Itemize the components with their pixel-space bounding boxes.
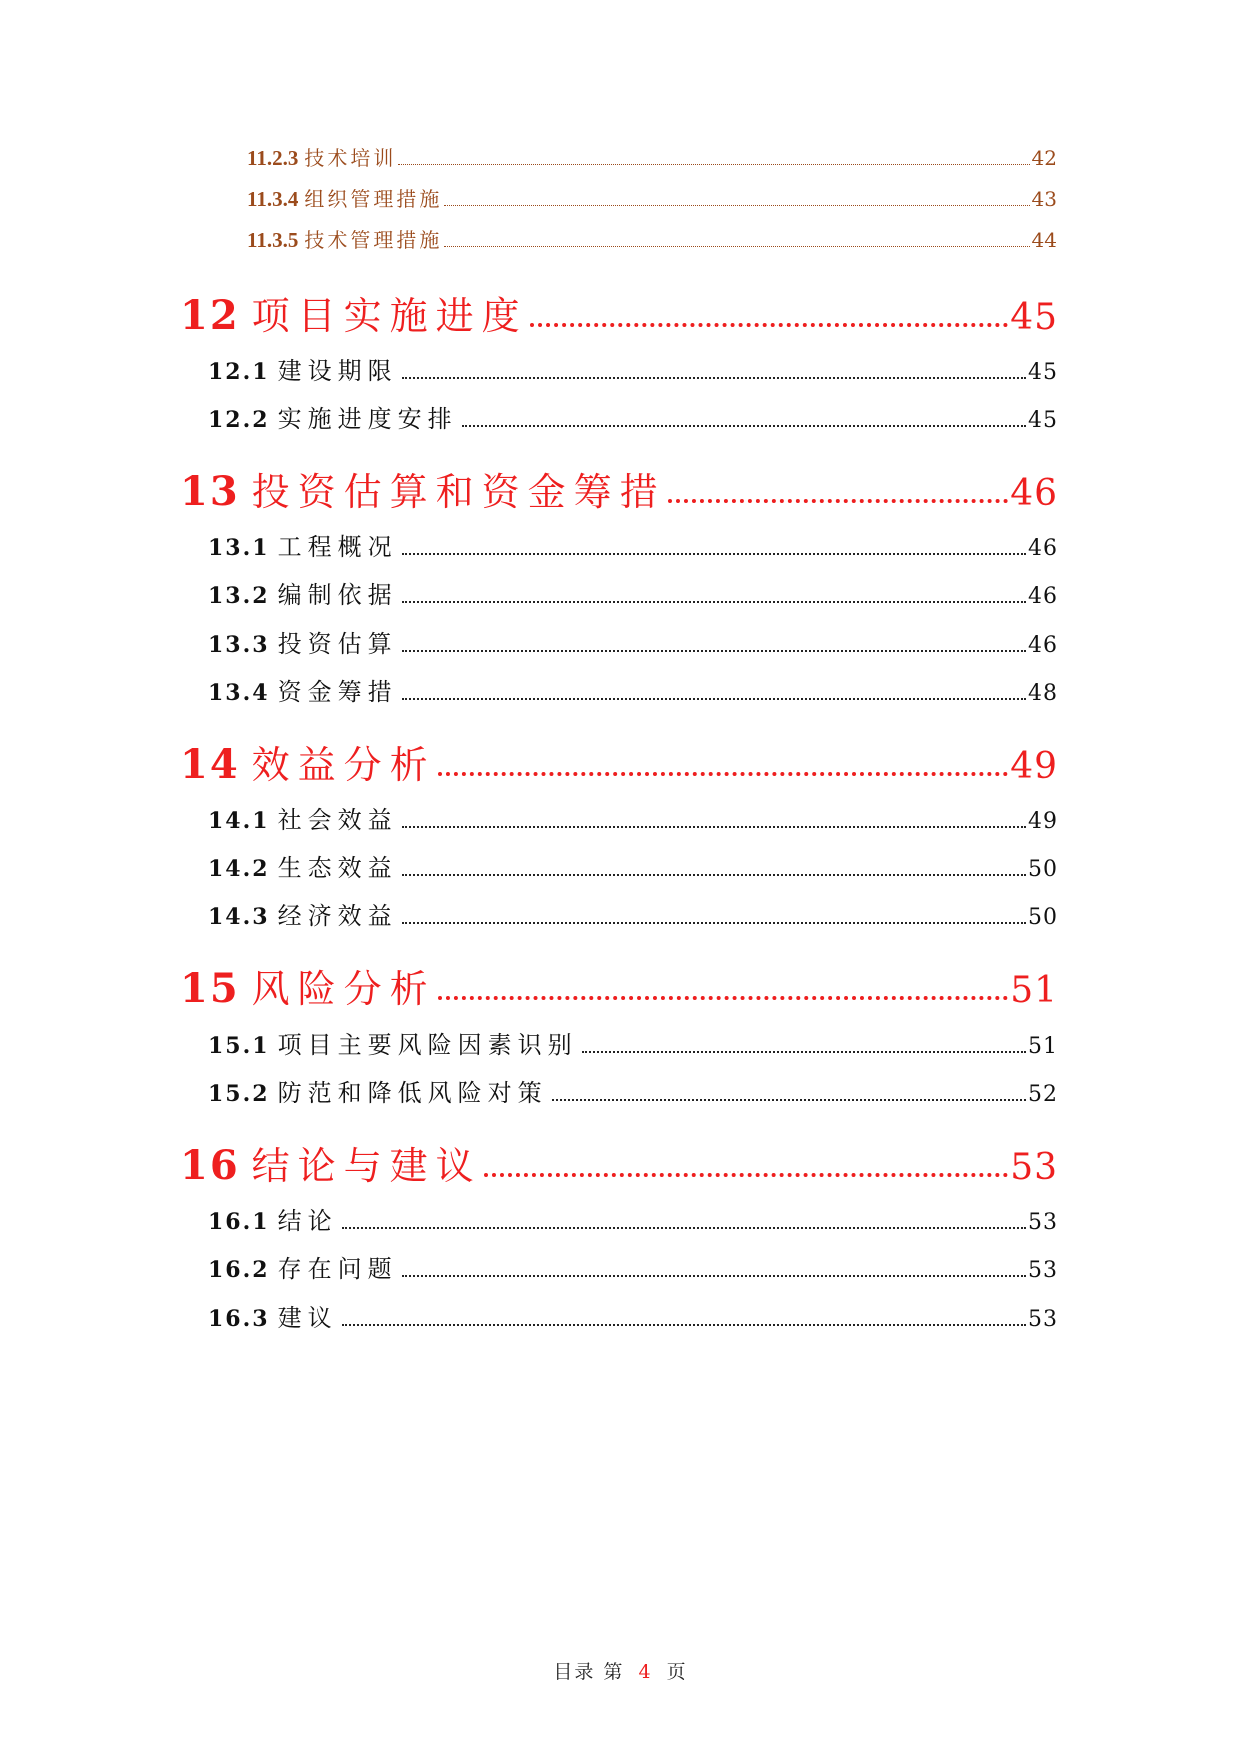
toc-entry-number: 14.3 [208, 904, 270, 930]
toc-entry-number: 13.4 [208, 680, 270, 706]
toc-entry-title: 项目主要风险因素识别 [277, 1031, 578, 1059]
footer-suffix: 页 [666, 1661, 688, 1683]
toc-subsection-entry[interactable] [247, 142, 1057, 170]
toc-entry-number: 13.3 [208, 632, 270, 658]
dot-leader [402, 650, 1026, 652]
toc-entry-title: 经济效益 [277, 902, 398, 930]
toc-section-entry[interactable] [208, 800, 1058, 834]
toc-chapter-entry[interactable] [180, 285, 1058, 335]
dot-leader [402, 826, 1026, 828]
toc-entry-number: 13.2 [208, 583, 270, 609]
toc-entry-number: 11.3.4 [247, 187, 299, 211]
toc-entry-title: 存在问题 [277, 1255, 398, 1283]
dot-leader [402, 874, 1026, 876]
toc-entry-page: 46 [1028, 536, 1058, 561]
toc-entry-page: 53 [1028, 1210, 1058, 1235]
toc-section-entry[interactable] [208, 1025, 1058, 1059]
dot-leader [342, 1227, 1026, 1229]
toc-entry-number: 15.1 [208, 1033, 270, 1059]
footer-prefix: 目录 第 [553, 1661, 625, 1683]
toc-chapter-entry[interactable] [180, 958, 1058, 1008]
toc-section-entry[interactable] [208, 1298, 1058, 1332]
toc-entry-title: 结论 [277, 1207, 338, 1235]
toc-entry-page: 44 [1031, 228, 1057, 252]
toc-entry-page: 42 [1031, 146, 1057, 170]
toc-section-entry[interactable] [208, 848, 1058, 882]
toc-entry-page: 46 [1028, 633, 1058, 658]
toc-subsection-entry[interactable] [247, 224, 1057, 252]
dot-leader [402, 1275, 1026, 1277]
dot-leader [668, 499, 1009, 503]
toc-entry-page: 53 [1028, 1307, 1058, 1332]
toc-entry-title: 风险分析 [251, 967, 436, 1008]
toc-section-entry[interactable] [208, 1249, 1058, 1283]
toc-section-entry[interactable] [208, 527, 1058, 561]
dot-leader [402, 922, 1026, 924]
toc-entry-number: 12.2 [208, 407, 270, 433]
toc-chapter-entry[interactable] [180, 1135, 1058, 1185]
toc-entry-title: 投资估算 [277, 630, 398, 658]
dot-leader [582, 1051, 1026, 1053]
toc-section-entry[interactable] [208, 399, 1058, 433]
dot-leader [484, 1173, 1009, 1177]
toc-entry-title: 技术培训 [304, 146, 397, 170]
toc-entry-page: 48 [1028, 681, 1058, 706]
toc-entry-title: 工程概况 [277, 533, 398, 561]
toc-entry-page: 50 [1028, 905, 1058, 930]
toc-entry-title: 项目实施进度 [251, 294, 528, 335]
dot-leader [462, 425, 1026, 427]
toc-section-entry[interactable] [208, 896, 1058, 930]
toc-subsection-entry[interactable] [247, 183, 1057, 211]
dot-leader [402, 377, 1026, 379]
toc-entry-title: 技术管理措施 [304, 228, 443, 252]
dot-leader [402, 553, 1026, 555]
toc-entry-title: 生态效益 [277, 854, 398, 882]
toc-entry-number: 13 [180, 468, 240, 511]
toc-chapter-entry[interactable] [180, 734, 1058, 784]
toc-entry-title: 建设期限 [277, 357, 398, 385]
toc-section-entry[interactable] [208, 575, 1058, 609]
toc-entry-number: 14 [180, 741, 240, 784]
toc-entry-number: 11.2.3 [247, 146, 299, 170]
toc-entry-number: 12 [180, 292, 240, 335]
toc-section-entry[interactable] [208, 1073, 1058, 1107]
toc-entry-number: 15 [180, 965, 240, 1008]
dot-leader [552, 1099, 1026, 1101]
toc-section-entry[interactable] [208, 624, 1058, 658]
toc-entry-page: 49 [1028, 809, 1058, 834]
toc-entry-page: 46 [1010, 473, 1058, 511]
dot-leader [402, 698, 1026, 700]
toc-entry-number: 15.2 [208, 1081, 270, 1107]
toc-entry-title: 防范和降低风险对策 [277, 1079, 548, 1107]
toc-entry-number: 16 [180, 1142, 240, 1185]
dot-leader [438, 772, 1009, 776]
page-footer [0, 1657, 1241, 1684]
toc-entry-page: 49 [1010, 746, 1058, 784]
dot-leader [342, 1324, 1026, 1326]
dot-leader [398, 164, 1029, 165]
toc-chapter-entry[interactable] [180, 461, 1058, 511]
toc-entry-page: 45 [1028, 408, 1058, 433]
toc-entry-page: 53 [1010, 1147, 1058, 1185]
toc-section-entry[interactable] [208, 1201, 1058, 1235]
toc-entry-page: 45 [1010, 297, 1058, 335]
toc-entry-title: 资金筹措 [277, 678, 398, 706]
toc-entry-title: 建议 [277, 1304, 338, 1332]
toc-entry-title: 实施进度安排 [277, 405, 458, 433]
toc-entry-page: 43 [1031, 187, 1057, 211]
toc-entry-page: 50 [1028, 857, 1058, 882]
dot-leader [530, 323, 1009, 327]
toc-entry-title: 结论与建议 [251, 1144, 482, 1185]
toc-entry-page: 53 [1028, 1258, 1058, 1283]
dot-leader [438, 996, 1009, 1000]
toc-entry-page: 51 [1010, 970, 1058, 1008]
toc-entry-page: 51 [1028, 1034, 1058, 1059]
toc-entry-number: 14.2 [208, 856, 270, 882]
toc-entry-title: 效益分析 [251, 743, 436, 784]
dot-leader [402, 601, 1026, 603]
dot-leader [444, 205, 1029, 206]
toc-entry-number: 13.1 [208, 535, 270, 561]
toc-entry-title: 投资估算和资金筹措 [251, 470, 666, 511]
toc-entry-title: 组织管理措施 [304, 187, 443, 211]
toc-entry-number: 16.1 [208, 1209, 270, 1235]
toc-entry-title: 编制依据 [277, 581, 398, 609]
toc-entry-page: 52 [1028, 1082, 1058, 1107]
toc-section-entry[interactable] [208, 351, 1058, 385]
toc-entry-number: 14.1 [208, 808, 270, 834]
dot-leader [444, 246, 1029, 247]
toc-entry-number: 16.3 [208, 1306, 270, 1332]
toc-entry-number: 12.1 [208, 359, 270, 385]
toc-entry-page: 46 [1028, 584, 1058, 609]
toc-entry-number: 11.3.5 [247, 228, 299, 252]
footer-page-number: 4 [638, 1661, 653, 1683]
toc-entry-title: 社会效益 [277, 806, 398, 834]
toc-entry-number: 16.2 [208, 1257, 270, 1283]
toc-section-entry[interactable] [208, 672, 1058, 706]
toc-entry-page: 45 [1028, 360, 1058, 385]
